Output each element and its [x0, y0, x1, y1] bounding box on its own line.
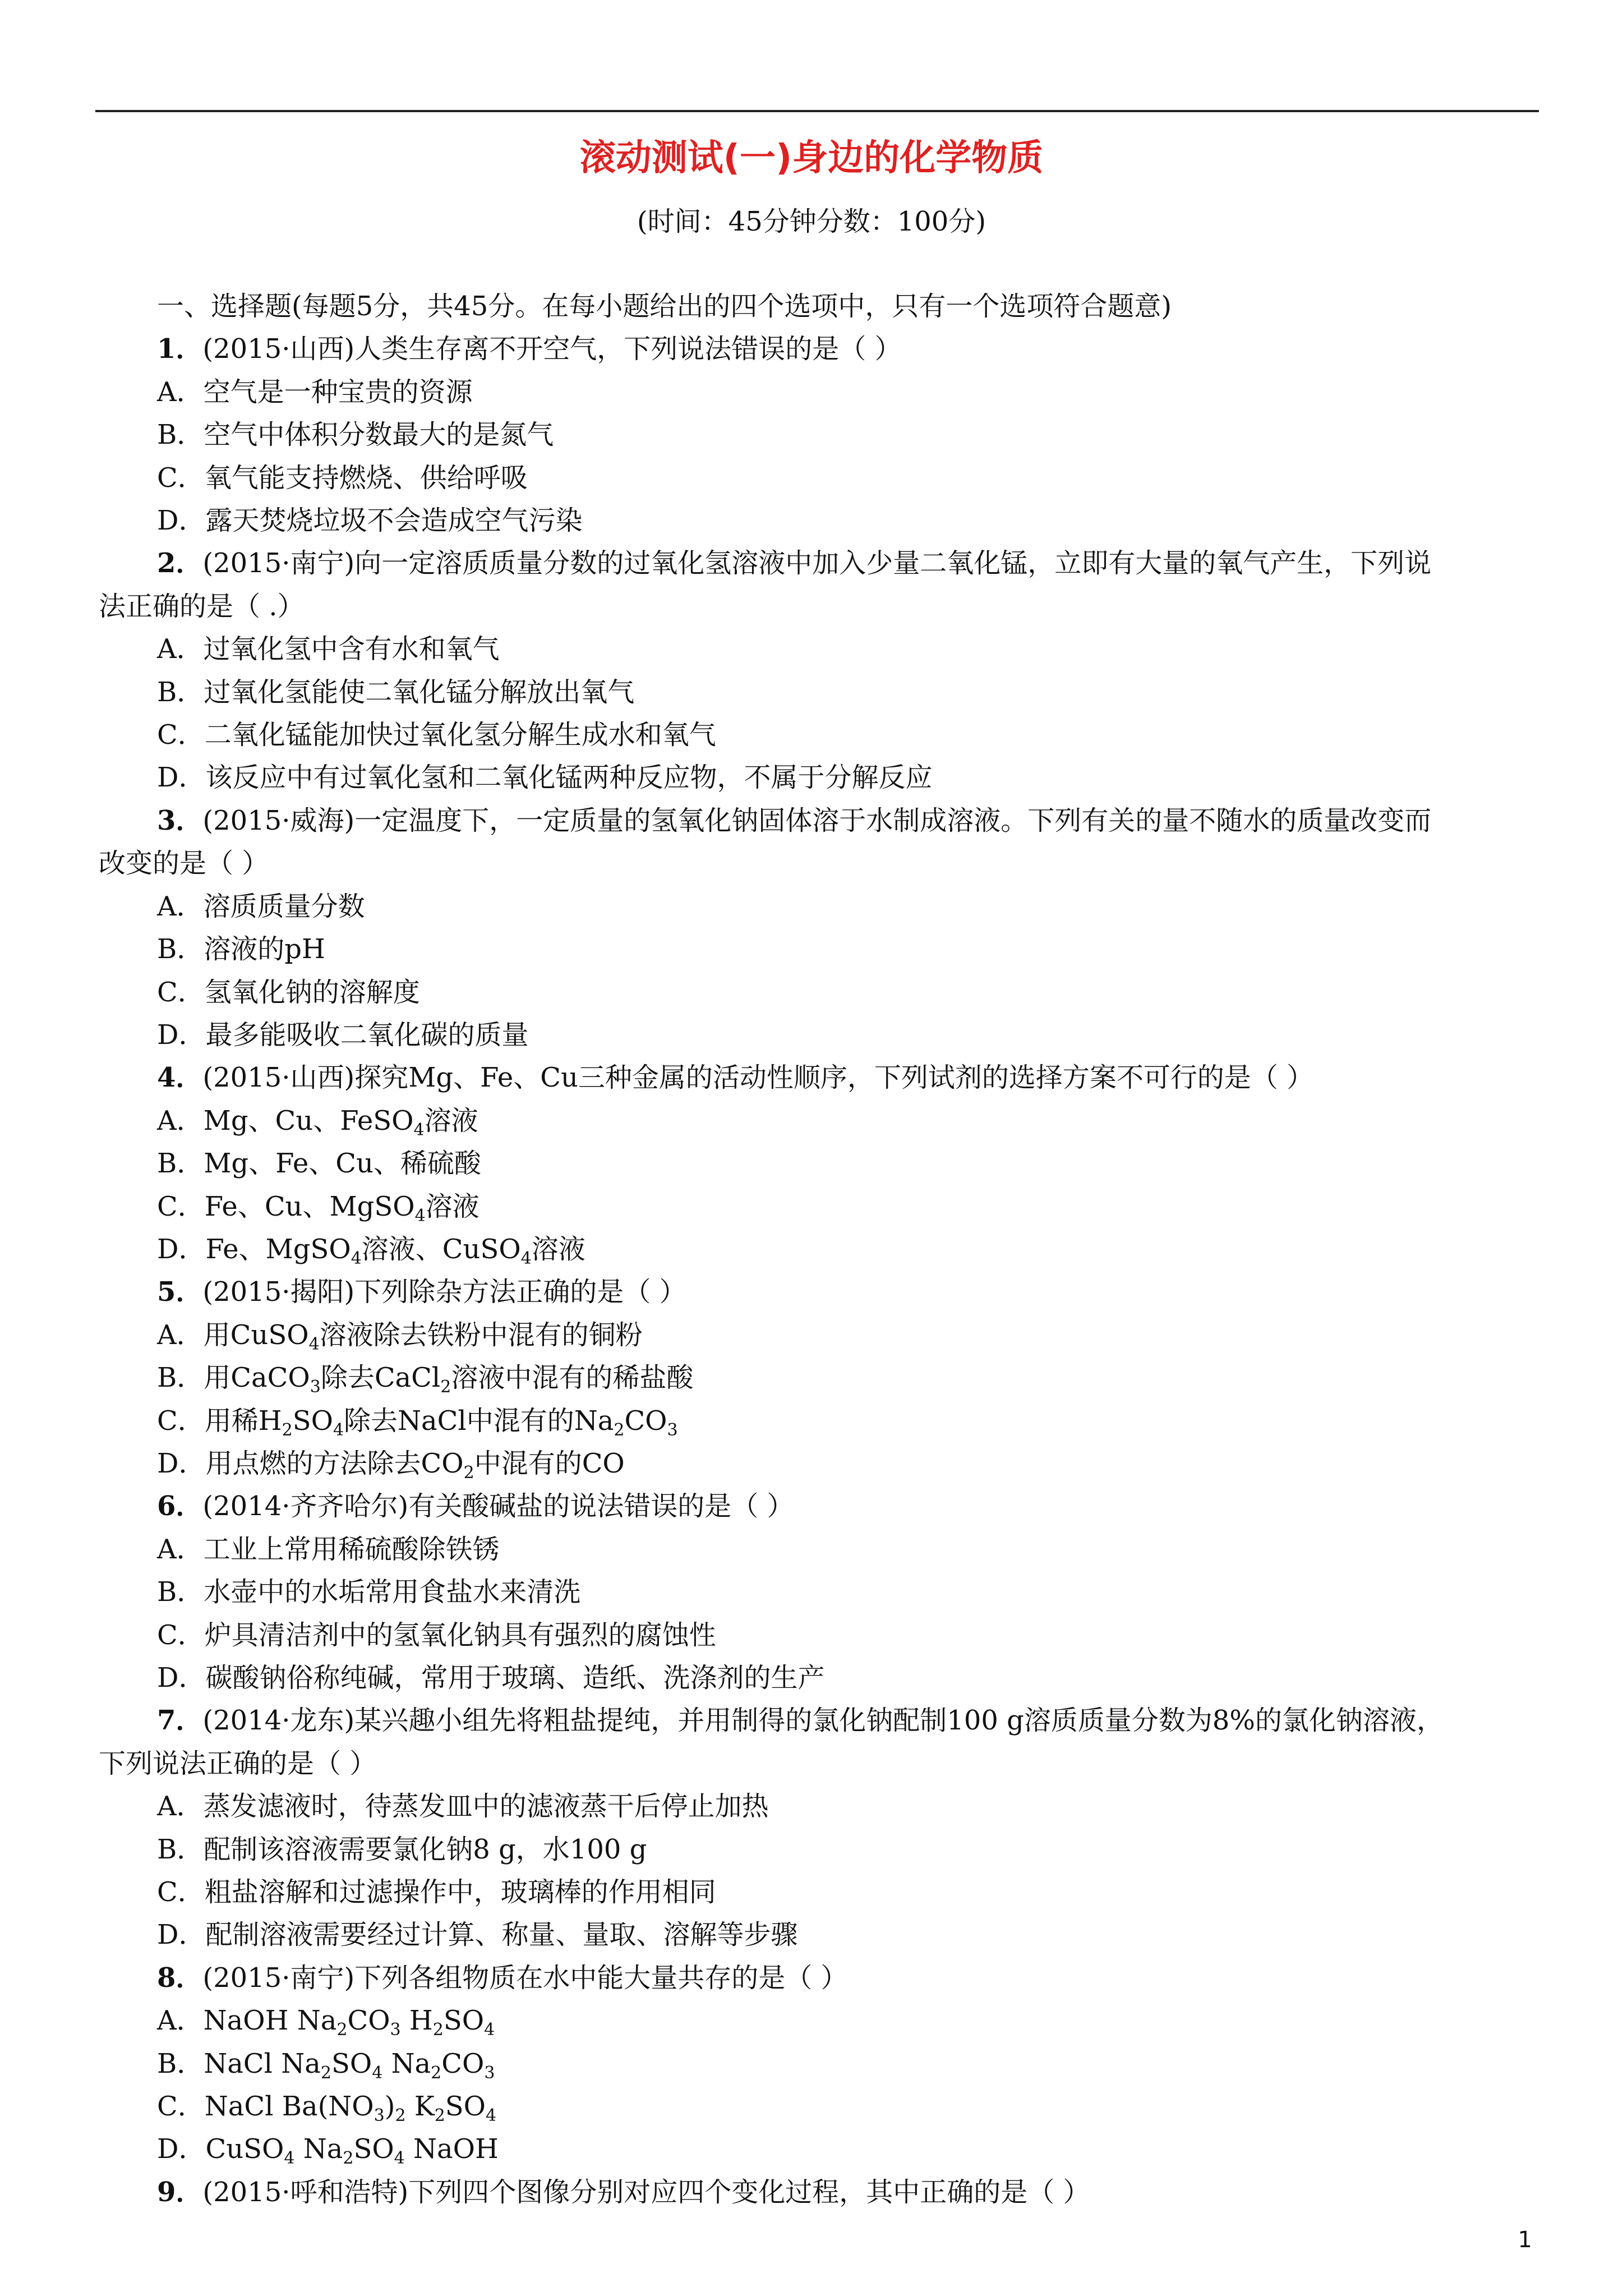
- option-text: 溶液、CuSO: [361, 1233, 521, 1265]
- option-letter: C．: [157, 2091, 205, 2123]
- question-number: 7．: [157, 1705, 203, 1737]
- option-text: Mg、Fe、Cu、稀硫酸: [204, 1148, 481, 1180]
- subscript: 2: [336, 2020, 348, 2040]
- option-letter: C．: [157, 462, 205, 494]
- answer-option: [99, 457, 1540, 499]
- option-letter: D．: [157, 2133, 206, 2165]
- option-text: K: [405, 2091, 435, 2123]
- question-text: (2015·威海)一定温度下，一定质量的氢氧化钠固体溶于水制成溶液。下列有关的量不随水的质量改变而: [202, 804, 1432, 836]
- option-letter: B．: [157, 1833, 204, 1865]
- option-letter: B．: [157, 1576, 204, 1608]
- header-rule: [95, 110, 1539, 112]
- question-stem: [99, 799, 1540, 842]
- answer-option: [99, 1999, 1540, 2042]
- option-text: 除去CaCl: [320, 1362, 441, 1394]
- answer-option: [99, 2128, 1540, 2170]
- option-text: 氢氧化钠的溶解度: [204, 976, 420, 1008]
- question-stem: [99, 1271, 1540, 1313]
- option-text: 蒸发滤液时，待蒸发皿中的滤液蒸干后停止加热: [203, 1791, 769, 1823]
- answer-option: [99, 1785, 1540, 1828]
- option-letter: D．: [157, 1662, 206, 1694]
- option-text: SO: [443, 2005, 485, 2037]
- option-letter: A．: [157, 633, 204, 665]
- subscript: 3: [374, 2106, 385, 2126]
- option-text: 过氧化氢中含有水和氧气: [203, 633, 500, 665]
- option-text: 溶液: [425, 1190, 479, 1222]
- option-text: Mg、Cu、FeSO: [203, 1105, 414, 1137]
- option-letter: B．: [157, 933, 204, 965]
- answer-option: [99, 714, 1540, 756]
- answer-option: [99, 1099, 1540, 1142]
- option-letter: B．: [157, 1148, 204, 1180]
- question-text: 法正确的是（ .）: [99, 590, 305, 622]
- option-text: CuSO: [205, 2133, 284, 2165]
- answer-option: [99, 413, 1540, 456]
- option-text: 溶液的pH: [204, 933, 325, 965]
- option-text: NaOH: [404, 2133, 499, 2165]
- question-text: (2014·齐齐哈尔)有关酸碱盐的说法错误的是（ ）: [202, 1490, 794, 1522]
- option-text: 过氧化氢能使二氧化锰分解放出氧气: [204, 676, 635, 708]
- option-text: 露天焚烧垃圾不会造成空气污染: [205, 505, 583, 537]
- option-text: 除去NaCl中混有的Na: [344, 1405, 614, 1437]
- option-text: 溶液中混有的稀盐酸: [451, 1362, 694, 1394]
- question-number: 1．: [157, 333, 203, 365]
- option-text: CO: [624, 1405, 667, 1437]
- question-text: (2015·南宁)向一定溶质质量分数的过氧化氢溶液中加入少量二氧化锰，立即有大量的氧气产生，下列说: [202, 547, 1432, 579]
- answer-option: [99, 885, 1540, 928]
- subscript: 4: [484, 2020, 495, 2040]
- question-number: 6．: [157, 1490, 203, 1522]
- subscript: 2: [432, 2020, 444, 2040]
- question-number: 4．: [157, 1062, 203, 1094]
- question-text: (2015·揭阳)下列除杂方法正确的是（ ）: [202, 1276, 686, 1308]
- question-text: (2015·呼和浩特)下列四个图像分别对应四个变化过程，其中正确的是（ ）: [202, 2176, 1090, 2208]
- question-text: (2015·南宁)下列各组物质在水中能大量共存的是（ ）: [202, 1962, 848, 1994]
- subscript: 4: [284, 2148, 295, 2169]
- subscript: 4: [413, 1120, 425, 1140]
- subscript: 4: [520, 1248, 532, 1268]
- answer-option: [99, 499, 1540, 542]
- option-text: Na: [294, 2133, 343, 2165]
- answer-option: [99, 928, 1540, 970]
- answer-option: [99, 1185, 1540, 1228]
- option-letter: A．: [157, 1791, 204, 1823]
- answer-option: [99, 2085, 1540, 2128]
- answer-option: [99, 756, 1540, 799]
- option-text: NaOH Na: [203, 2005, 337, 2037]
- option-text: 该反应中有过氧化氢和二氧化锰两种反应物，不属于分解反应: [205, 762, 933, 794]
- option-text: 中混有的CO: [474, 1447, 625, 1479]
- subscript: 3: [390, 2020, 401, 2040]
- question-list: [99, 285, 1540, 2214]
- answer-option: [99, 1871, 1540, 1913]
- option-text: 空气是一种宝贵的资源: [203, 376, 473, 408]
- option-text: 最多能吸收二氧化碳的质量: [205, 1019, 529, 1051]
- question-text: 下列说法正确的是（ ）: [99, 1747, 377, 1779]
- question-number: 9．: [157, 2176, 203, 2208]
- option-letter: B．: [157, 2047, 204, 2079]
- option-text: 溶质质量分数: [203, 890, 365, 922]
- option-text: 溶液: [424, 1105, 478, 1137]
- option-text: 溶液: [531, 1233, 585, 1265]
- subscript: 4: [372, 2063, 383, 2083]
- subscript: 2: [463, 1462, 474, 1483]
- option-text: 溶液除去铁粉中混有的铜粉: [319, 1319, 643, 1351]
- option-letter: B．: [157, 419, 204, 451]
- option-text: 配制该溶液需要氯化钠8 g，水100 g: [204, 1833, 647, 1865]
- option-text: CO: [347, 2005, 390, 2037]
- question-stem-continued: [99, 842, 1540, 885]
- subscript: 2: [343, 2148, 354, 2169]
- answer-option: [99, 1913, 1540, 1956]
- question-number: 2．: [157, 547, 203, 579]
- option-text: 用点燃的方法除去CO: [205, 1447, 464, 1479]
- question-stem: [99, 542, 1540, 585]
- option-letter: A．: [157, 1319, 204, 1351]
- option-text: CO: [441, 2047, 485, 2079]
- option-letter: A．: [157, 1105, 204, 1137]
- question-text: (2015·山西)人类生存离不开空气，下列说法错误的是（ ）: [202, 333, 902, 365]
- answer-option: [99, 1442, 1540, 1485]
- question-text: (2014·龙东)某兴趣小组先将粗盐提纯，并用制得的氯化钠配制100 g溶质质量分数为8%的氯化钠溶液，: [202, 1705, 1444, 1737]
- question-stem: [99, 1957, 1540, 1999]
- option-text: NaCl Na: [204, 2047, 321, 2079]
- option-letter: D．: [157, 1019, 206, 1051]
- option-text: SO: [353, 2133, 394, 2165]
- answer-option: [99, 671, 1540, 714]
- answer-option: [99, 628, 1540, 670]
- option-text: 炉具清洁剂中的氢氧化钠具有强烈的腐蚀性: [204, 1619, 716, 1651]
- option-text: 碳酸钠俗称纯碱，常用于玻璃、造纸、洗涤剂的生产: [205, 1662, 825, 1694]
- answer-option: [99, 1657, 1540, 1699]
- subscript: 4: [333, 1420, 344, 1440]
- option-letter: B．: [157, 1362, 204, 1394]
- section-heading: 一、选择题(每题5分，共45分。在每小题给出的四个选项中，只有一个选项符合题意): [157, 291, 1172, 322]
- page-title: 滚动测试(一)身边的化学物质: [579, 137, 1044, 179]
- subscript: 4: [394, 2148, 405, 2169]
- option-text: 粗盐溶解和过滤操作中，玻璃棒的作用相同: [204, 1876, 716, 1908]
- answer-option: [99, 1314, 1540, 1356]
- option-letter: C．: [157, 1876, 205, 1908]
- option-letter: B．: [157, 676, 204, 708]
- subscript: 2: [320, 2063, 331, 2083]
- option-letter: C．: [157, 1190, 205, 1222]
- subscript: 2: [282, 1420, 293, 1440]
- answer-option: [99, 1614, 1540, 1657]
- option-letter: A．: [157, 1533, 204, 1565]
- question-stem: [99, 1485, 1540, 1527]
- option-text: 用CuSO: [203, 1319, 309, 1351]
- subscript: 2: [431, 2063, 442, 2083]
- answer-option: [99, 1571, 1540, 1613]
- option-text: NaCl Ba(NO: [204, 2091, 374, 2123]
- option-text: 工业上常用稀硫酸除铁锈: [203, 1533, 500, 1565]
- option-letter: D．: [157, 505, 206, 537]
- option-text: 氧气能支持燃烧、供给呼吸: [204, 462, 528, 494]
- subscript: 2: [395, 2106, 406, 2126]
- option-letter: C．: [157, 976, 205, 1008]
- page-number: 1: [1518, 2227, 1532, 2253]
- option-letter: C．: [157, 719, 205, 751]
- option-letter: C．: [157, 1619, 205, 1651]
- option-text: ): [384, 2091, 395, 2123]
- subscript: 3: [484, 2063, 495, 2083]
- option-letter: A．: [157, 890, 204, 922]
- subscript: 2: [614, 1420, 625, 1440]
- option-text: 用稀H: [204, 1405, 282, 1437]
- option-text: 空气中体积分数最大的是氮气: [204, 419, 554, 451]
- option-text: SO: [331, 2047, 372, 2079]
- question-stem: [99, 1056, 1540, 1099]
- option-letter: A．: [157, 376, 204, 408]
- question-stem: [99, 2171, 1540, 2214]
- option-text: SO: [292, 1405, 333, 1437]
- option-text: 配制溶液需要经过计算、称量、量取、溶解等步骤: [205, 1919, 798, 1951]
- option-text: Na: [382, 2047, 431, 2079]
- question-number: 3．: [157, 804, 203, 836]
- exam-info: (时间：45分钟分数：100分): [637, 206, 986, 237]
- option-text: H: [400, 2005, 433, 2037]
- option-letter: A．: [157, 2005, 204, 2037]
- question-number: 5．: [157, 1276, 203, 1308]
- subscript: 4: [308, 1334, 320, 1354]
- answer-option: [99, 371, 1540, 413]
- option-text: 用CaCO: [204, 1362, 310, 1394]
- subscript: 4: [351, 1248, 362, 1268]
- answer-option: [99, 1528, 1540, 1571]
- option-letter: D．: [157, 762, 206, 794]
- answer-option: [99, 1142, 1540, 1185]
- subscript: 3: [310, 1377, 321, 1397]
- answer-option: [99, 2042, 1540, 2085]
- subscript: 4: [486, 2106, 497, 2126]
- option-letter: D．: [157, 1233, 206, 1265]
- option-text: 二氧化锰能加快过氧化氢分解生成水和氧气: [204, 719, 716, 751]
- option-text: SO: [445, 2091, 486, 2123]
- subscript: 2: [434, 2106, 445, 2126]
- option-text: Fe、Cu、MgSO: [204, 1190, 415, 1222]
- answer-option: [99, 971, 1540, 1014]
- option-letter: D．: [157, 1919, 206, 1951]
- answer-option: [99, 1356, 1540, 1399]
- answer-option: [99, 1228, 1540, 1271]
- option-text: 水壶中的水垢常用食盐水来清洗: [204, 1576, 581, 1608]
- subscript: 3: [667, 1420, 678, 1440]
- option-letter: C．: [157, 1405, 205, 1437]
- option-text: Fe、MgSO: [205, 1233, 351, 1265]
- answer-option: [99, 1828, 1540, 1871]
- question-number: 8．: [157, 1962, 203, 1994]
- question-text: 改变的是（ ）: [99, 848, 269, 880]
- question-stem-continued: [99, 585, 1540, 628]
- question-stem: [99, 328, 1540, 370]
- answer-option: [99, 1014, 1540, 1056]
- subscript: 4: [414, 1205, 426, 1226]
- subscript: 2: [440, 1377, 451, 1397]
- answer-option: [99, 1400, 1540, 1442]
- question-stem-continued: [99, 1742, 1540, 1785]
- question-stem: [99, 1699, 1540, 1742]
- option-letter: D．: [157, 1447, 206, 1479]
- question-text: (2015·山西)探究Mg、Fe、Cu三种金属的活动性顺序，下列试剂的选择方案不可行的是（ ）: [202, 1062, 1314, 1094]
